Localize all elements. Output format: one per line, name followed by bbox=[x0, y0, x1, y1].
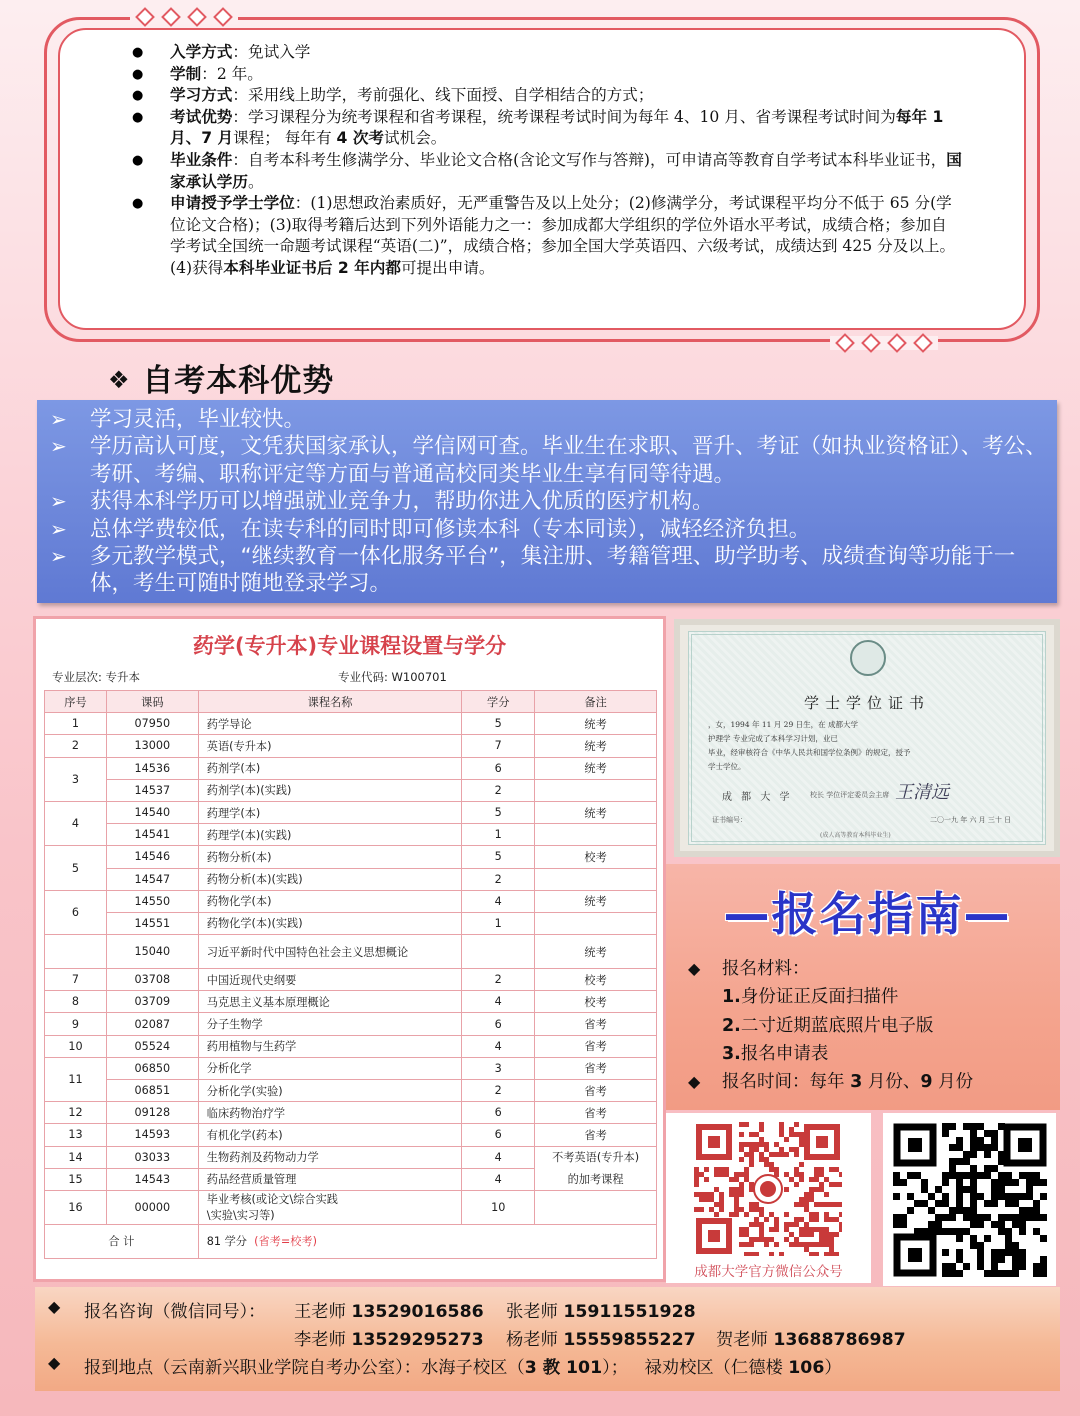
cell-credit: 6 bbox=[462, 757, 535, 779]
cell-no: 1 bbox=[45, 713, 107, 735]
info-item-admission: ● 入学方式：免试入学 bbox=[132, 42, 962, 64]
cell-code: 09128 bbox=[106, 1102, 198, 1124]
certificate-line: 护理学 专业完成了本科学习计划，业已 bbox=[708, 734, 838, 743]
table-row bbox=[45, 868, 657, 890]
contact-qr-code-icon[interactable] bbox=[893, 1123, 1047, 1277]
cell-note: 省考 bbox=[535, 1013, 657, 1035]
total-label: 合 计 bbox=[45, 1224, 199, 1258]
cell-credit: 5 bbox=[462, 846, 535, 868]
table-row bbox=[45, 969, 657, 991]
cell-credit: 4 bbox=[462, 890, 535, 912]
table-header-row bbox=[45, 691, 657, 713]
table-row bbox=[45, 801, 657, 823]
cell-code: 14540 bbox=[106, 801, 198, 823]
contact-teacher: 贺老师 13688786987 bbox=[716, 1330, 906, 1350]
cell-credit: 5 bbox=[462, 713, 535, 735]
contact-teacher: 张老师 15911551928 bbox=[506, 1302, 696, 1322]
cell-name: 药物分析(本)(实践) bbox=[198, 868, 462, 890]
cell-no: 2 bbox=[45, 735, 107, 757]
cell-name: 英语(专升本) bbox=[198, 735, 462, 757]
cell-name: 药物分析(本) bbox=[198, 846, 462, 868]
registration-guide-list bbox=[688, 955, 1058, 1096]
cell-credit: 2 bbox=[462, 1080, 535, 1102]
advantage-item: ➢ 学习灵活，毕业较快。 bbox=[50, 406, 1050, 433]
cell-name: 临床药物治疗学 bbox=[198, 1102, 462, 1124]
cell-name: 生物药剂及药物动力学 bbox=[198, 1146, 462, 1168]
cell-code: 03033 bbox=[106, 1146, 198, 1168]
cell-no: 15 bbox=[45, 1168, 107, 1190]
cell-credit: 10 bbox=[462, 1190, 535, 1224]
info-item-degree: ● 申请授予学士学位：(1)思想政治素质好，无严重警告及以上处分；(2)修满学分，考试课程平均分不低于 65 分(学位论文合格)；(3)取得考籍后达到下列外语能力之一：参加成都大学组织的学位外语水平考试，成绩合格；参加自学考试全国统一命题考试课程“英语(二)”，成绩合格；参加全国大学英语四、六级考试，成绩达到 425 分及以上。(4)获得本科毕业证书后 2 年内都可提出申请。 bbox=[132, 193, 962, 279]
advantage-item: ➢ 学历高认可度，文凭获国家承认，学信网可查。毕业生在求职、晋升、考证（如执业资格证）、考公、考研、考编、职称评定等方面与普通高校同类毕业生享有同等待遇。 bbox=[50, 433, 1050, 488]
cell-name: 分子生物学 bbox=[198, 1013, 462, 1035]
cell-note bbox=[535, 1190, 657, 1224]
cell-note: 统考 bbox=[535, 890, 657, 912]
table-row bbox=[45, 935, 657, 969]
cell-credit: 1 bbox=[462, 912, 535, 934]
program-info-list bbox=[132, 42, 962, 280]
cell-name: 药理学(本) bbox=[198, 801, 462, 823]
cell-code: 15040 bbox=[106, 935, 198, 969]
address: 报到地点（云南新兴职业学院自考办公室）：水海子校区（3 教 101）； 禄劝校区（仁德楼 106） bbox=[84, 1358, 842, 1378]
cell-no: 5 bbox=[45, 846, 107, 890]
cell-credit: 4 bbox=[462, 1035, 535, 1057]
cell-name: 药学导论 bbox=[198, 713, 462, 735]
cell-code: 14543 bbox=[106, 1168, 198, 1190]
table-row bbox=[45, 1080, 657, 1102]
cell-code: 14550 bbox=[106, 890, 198, 912]
cell-credit: 3 bbox=[462, 1057, 535, 1079]
cell-credit: 2 bbox=[462, 779, 535, 801]
cell-credit: 2 bbox=[462, 868, 535, 890]
sparkle-diamond-icon: ❖ bbox=[108, 366, 131, 394]
cell-name: 药物化学(本) bbox=[198, 890, 462, 912]
guide-materials-label: ◆ 报名材料： bbox=[688, 955, 1058, 983]
diamond-bullet-icon: ◆ bbox=[48, 1353, 61, 1372]
diamond-icon bbox=[135, 7, 155, 27]
cell-code: 03708 bbox=[106, 969, 198, 991]
cell-name: 分析化学(实验) bbox=[198, 1080, 462, 1102]
certificate-number: 证书编号： bbox=[712, 816, 747, 824]
cell-name: 药物化学(本)(实践) bbox=[198, 912, 462, 934]
cell-name: 习近平新时代中国特色社会主义思想概论 bbox=[198, 935, 462, 969]
certificate-signature: 王清远 bbox=[895, 782, 949, 803]
cell-credit: 6 bbox=[462, 1102, 535, 1124]
cell-note: 省考 bbox=[535, 1124, 657, 1146]
cell-no: 10 bbox=[45, 1035, 107, 1057]
advantage-item: ➢ 多元教学模式，“继续教育一体化服务平台”，集注册、考籍管理、助学助考、成绩查询等功能于一体，考生可随时随地登录学习。 bbox=[50, 543, 1050, 598]
cell-no: 4 bbox=[45, 801, 107, 845]
certificate-line: ，女，1994 年 11 月 29 日生，在 成都大学 bbox=[708, 720, 858, 729]
cell-note: 统考 bbox=[535, 735, 657, 757]
certificate-footer: (成人高等教育本科毕业生) bbox=[820, 832, 891, 839]
cell-code: 14546 bbox=[106, 846, 198, 868]
major-level: 专业层次: 专升本 bbox=[52, 670, 141, 684]
cell-note: 校考 bbox=[535, 991, 657, 1013]
table-row bbox=[45, 1057, 657, 1079]
cell-note: 省考 bbox=[535, 1080, 657, 1102]
diamond-icon bbox=[887, 333, 907, 353]
cell-name: 中国近现代史纲要 bbox=[198, 969, 462, 991]
table-row bbox=[45, 713, 657, 735]
diamond-icon bbox=[913, 333, 933, 353]
cell-note bbox=[535, 779, 657, 801]
cell-note bbox=[535, 868, 657, 890]
diamond-icon bbox=[187, 7, 207, 27]
certificate-line: 毕业，经审核符合《中华人民共和国学位条例》的规定，授予 bbox=[708, 748, 911, 757]
certificate-title: 学士学位证书 bbox=[803, 694, 930, 712]
cell-no: 8 bbox=[45, 991, 107, 1013]
cell-note bbox=[535, 824, 657, 846]
cell-credit: 5 bbox=[462, 801, 535, 823]
cell-name: 药品经营质量管理 bbox=[198, 1168, 462, 1190]
certificate-line: 学士学位。 bbox=[708, 762, 746, 771]
course-table bbox=[44, 690, 657, 1259]
cell-name: 药用植物与生药学 bbox=[198, 1035, 462, 1057]
cell-note: 省考 bbox=[535, 1057, 657, 1079]
advantage-item: ➢ 获得本科学历可以增强就业竞争力，帮助你进入优质的医疗机构。 bbox=[50, 488, 1050, 515]
cell-name: 药剂学(本) bbox=[198, 757, 462, 779]
cell-credit bbox=[462, 935, 535, 969]
cell-note: 统考 bbox=[535, 757, 657, 779]
cell-note: 省考 bbox=[535, 1102, 657, 1124]
certificate-school: 成 都 大 学 bbox=[722, 792, 793, 803]
cell-name: 分析化学 bbox=[198, 1057, 462, 1079]
guide-material-item: 3.报名申请表 bbox=[722, 1043, 829, 1064]
cell-no: 9 bbox=[45, 1013, 107, 1035]
cell-name: 药理学(本)(实践) bbox=[198, 824, 462, 846]
cell-no: 6 bbox=[45, 890, 107, 934]
cell-code: 06850 bbox=[106, 1057, 198, 1079]
header-credit: 学分 bbox=[462, 691, 535, 713]
cell-code: 14593 bbox=[106, 1124, 198, 1146]
decor-diamonds-top bbox=[130, 10, 238, 24]
guide-material-item: 2.二寸近期蓝底照片电子版 bbox=[722, 1015, 934, 1036]
cell-code: 14547 bbox=[106, 868, 198, 890]
cell-code: 14551 bbox=[106, 912, 198, 934]
cell-note: 校考 bbox=[535, 969, 657, 991]
cell-code: 14537 bbox=[106, 779, 198, 801]
table-row bbox=[45, 779, 657, 801]
guide-material-item: 1.身份证正反面扫描件 bbox=[722, 987, 899, 1008]
cell-note: 的加考课程 bbox=[535, 1168, 657, 1190]
table-row bbox=[45, 1168, 657, 1190]
advantages-heading: ❖ 自考本科优势 bbox=[108, 363, 335, 399]
cell-credit: 2 bbox=[462, 969, 535, 991]
table-row bbox=[45, 991, 657, 1013]
advantages-list bbox=[50, 406, 1050, 598]
cell-note: 校考 bbox=[535, 846, 657, 868]
contact-teacher: 王老师 13529016586 bbox=[294, 1302, 484, 1322]
info-item-exam-advantage: ● 考试优势：学习课程分为统考课程和省考课程，统考课程考试时间为每年 4、10 月、省考课程考试时间为每年 1 月、7 月课程； 每年有 4 次考试机会。 bbox=[132, 107, 962, 150]
cell-no: 7 bbox=[45, 969, 107, 991]
table-row bbox=[45, 846, 657, 868]
cell-note: 统考 bbox=[535, 935, 657, 969]
decor-diamonds-bottom bbox=[830, 336, 938, 350]
header-note: 备注 bbox=[535, 691, 657, 713]
table-row bbox=[45, 1124, 657, 1146]
cell-credit: 6 bbox=[462, 1124, 535, 1146]
table-row bbox=[45, 1190, 657, 1224]
contact-teacher: 杨老师 15559855227 bbox=[506, 1330, 696, 1350]
cell-code: 14536 bbox=[106, 757, 198, 779]
cell-note: 统考 bbox=[535, 801, 657, 823]
cell-note: 不考英语(专升本) bbox=[535, 1146, 657, 1168]
course-table-title: 药学(专升本)专业课程设置与学分 bbox=[192, 634, 507, 658]
header-no: 序号 bbox=[45, 691, 107, 713]
table-row bbox=[45, 1146, 657, 1168]
cell-no: 3 bbox=[45, 757, 107, 801]
cell-code: 05524 bbox=[106, 1035, 198, 1057]
cell-no: 11 bbox=[45, 1057, 107, 1101]
table-row bbox=[45, 912, 657, 934]
cell-name: 毕业考核(或论文\综合实践 \实验\实习等) bbox=[198, 1190, 462, 1224]
header-code: 课码 bbox=[106, 691, 198, 713]
cell-note bbox=[535, 912, 657, 934]
cell-credit: 1 bbox=[462, 824, 535, 846]
cell-no: 13 bbox=[45, 1124, 107, 1146]
university-emblem-icon bbox=[850, 640, 886, 676]
registration-guide-title: —报名指南— bbox=[723, 887, 1012, 941]
contact-teacher: 李老师 13529295273 bbox=[294, 1330, 484, 1350]
major-code: 专业代码: W100701 bbox=[338, 670, 447, 684]
table-row bbox=[45, 1013, 657, 1035]
table-row bbox=[45, 735, 657, 757]
table-row bbox=[45, 890, 657, 912]
certificate-signer-label: 校长 学位评定委员会主席 bbox=[810, 791, 890, 799]
cell-no bbox=[45, 935, 107, 969]
info-item-duration: ● 学制：2 年。 bbox=[132, 64, 962, 86]
guide-time: ◆ 报名时间：每年 3 月份、9 月份 bbox=[688, 1068, 1058, 1096]
cell-code: 06851 bbox=[106, 1080, 198, 1102]
table-row bbox=[45, 757, 657, 779]
cell-no: 14 bbox=[45, 1146, 107, 1168]
table-row bbox=[45, 1102, 657, 1124]
contact-label: 报名咨询（微信同号）： bbox=[84, 1302, 266, 1322]
diamond-icon bbox=[213, 7, 233, 27]
cell-note: 统考 bbox=[535, 713, 657, 735]
info-item-study-mode: ● 学习方式：采用线上助学，考前强化、线下面授、自学相结合的方式； bbox=[132, 85, 962, 107]
diamond-bullet-icon: ◆ bbox=[48, 1297, 61, 1316]
table-total-row bbox=[45, 1224, 657, 1258]
cell-code: 14541 bbox=[106, 824, 198, 846]
cell-no: 12 bbox=[45, 1102, 107, 1124]
cell-credit: 4 bbox=[462, 1146, 535, 1168]
cell-code: 07950 bbox=[106, 713, 198, 735]
certificate-body bbox=[708, 718, 1028, 774]
wechat-official-qr-code-icon[interactable] bbox=[694, 1122, 842, 1256]
cell-code: 02087 bbox=[106, 1013, 198, 1035]
info-item-graduation: ● 毕业条件：自考本科考生修满学分、毕业论文合格(含论文写作与答辩)，可申请高等教育自学考试本科毕业证书，国家承认学历。 bbox=[132, 150, 962, 193]
certificate-date: 二〇一九 年 六 月 三十 日 bbox=[930, 816, 1012, 824]
qr-caption: 成都大学官方微信公众号 bbox=[694, 1264, 843, 1280]
cell-code: 13000 bbox=[106, 735, 198, 757]
cell-note: 省考 bbox=[535, 1035, 657, 1057]
cell-credit: 4 bbox=[462, 991, 535, 1013]
header-name: 课程名称 bbox=[198, 691, 462, 713]
table-row bbox=[45, 1035, 657, 1057]
cell-no: 16 bbox=[45, 1190, 107, 1224]
cell-credit: 4 bbox=[462, 1168, 535, 1190]
cell-name: 药剂学(本)(实践) bbox=[198, 779, 462, 801]
diamond-icon bbox=[161, 7, 181, 27]
table-row bbox=[45, 824, 657, 846]
cell-credit: 7 bbox=[462, 735, 535, 757]
cell-name: 马克思主义基本原理概论 bbox=[198, 991, 462, 1013]
advantage-item: ➢ 总体学费较低，在读专科的同时即可修读本科（专本同读），减轻经济负担。 bbox=[50, 516, 1050, 543]
cell-credit: 6 bbox=[462, 1013, 535, 1035]
diamond-icon bbox=[861, 333, 881, 353]
diamond-icon bbox=[835, 333, 855, 353]
total-value: 81 学分 (省考=校考) bbox=[198, 1224, 656, 1258]
cell-name: 有机化学(药本) bbox=[198, 1124, 462, 1146]
cell-code: 03709 bbox=[106, 991, 198, 1013]
cell-code: 00000 bbox=[106, 1190, 198, 1224]
